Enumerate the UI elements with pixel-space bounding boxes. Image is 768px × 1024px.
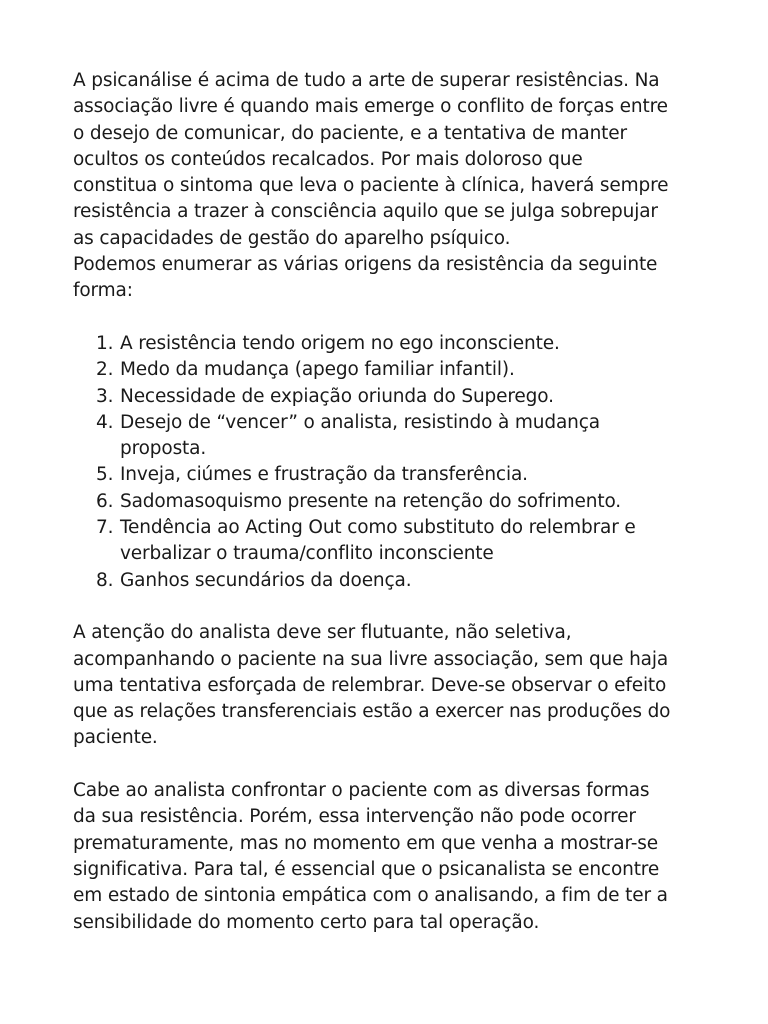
text-line: da sua resistência. Porém, essa intervenção não pode ocorrer xyxy=(73,806,636,828)
list-number: 7. xyxy=(96,517,114,539)
list-item-text: Desejo de “vencer” o analista, resistindo à mudança xyxy=(120,411,600,433)
text-line: as capacidades de gestão do aparelho psíquico. xyxy=(73,227,511,249)
text-line: ocultos os conteúdos recalcados. Por mais doloroso que xyxy=(73,148,583,170)
text-line: resistência a trazer à consciência aquilo que se julga sobrepujar xyxy=(73,201,658,223)
list-number: 5. xyxy=(96,464,114,486)
paragraph-analyst-confrontation xyxy=(73,778,703,936)
list-item xyxy=(96,384,703,410)
list-number: 4. xyxy=(96,411,114,433)
list-item-text: Ganhos secundários da doença. xyxy=(120,569,412,591)
list-item xyxy=(96,410,703,463)
text-line: forma: xyxy=(73,280,133,302)
text-line: paciente. xyxy=(73,727,158,749)
paragraph-intro xyxy=(73,68,703,252)
text-line: prematuramente, mas no momento em que venha a mostrar-se xyxy=(73,832,658,854)
text-line: A psicanálise é acima de tudo a arte de superar resistências. Na xyxy=(73,70,660,91)
blank-line xyxy=(73,305,703,331)
text-line: A atenção do analista deve ser flutuante, não seletiva, xyxy=(73,622,572,644)
list-number: 1. xyxy=(96,332,114,354)
list-item-text: Tendência ao Acting Out como substituto do relembrar e xyxy=(120,517,636,539)
text-line: sensibilidade do momento certo para tal operação. xyxy=(73,911,540,933)
list-item-text: Medo da mudança (apego familiar infantil). xyxy=(120,359,515,381)
list-item-text: Sadomasoquismo presente na retenção do sofrimento. xyxy=(120,490,622,512)
list-item-text: Necessidade de expiação oriunda do Superego. xyxy=(120,385,554,407)
list-number: 6. xyxy=(96,490,114,512)
text-line: uma tentativa esforçada de relembrar. Deve-se observar o efeito xyxy=(73,674,667,696)
blank-line xyxy=(73,594,703,620)
list-number: 2. xyxy=(96,359,114,381)
text-line: significativa. Para tal, é essencial que o psicanalista se encontre xyxy=(73,858,660,880)
text-line: acompanhando o paciente na sua livre associação, sem que haja xyxy=(73,648,669,670)
paragraph-analyst-attention xyxy=(73,620,703,751)
text-line: o desejo de comunicar, do paciente, e a tentativa de manter xyxy=(73,122,627,144)
text-line: que as relações transferenciais estão a exercer nas produções do xyxy=(73,701,671,723)
document-page xyxy=(73,68,703,936)
list-item-text: verbalizar o trauma/conflito inconsciente xyxy=(120,543,494,565)
list-item xyxy=(96,357,703,383)
resistance-origins-list xyxy=(73,331,703,594)
list-item-text: proposta. xyxy=(120,438,207,460)
text-line: constitua o sintoma que leva o paciente à clínica, haverá sempre xyxy=(73,175,669,197)
list-item-text: Inveja, ciúmes e frustração da transferência. xyxy=(120,464,528,486)
paragraph-enumeration-lead xyxy=(73,252,703,305)
text-line: associação livre é quando mais emerge o conflito de forças entre xyxy=(73,96,668,118)
list-number: 8. xyxy=(96,569,114,591)
list-number: 3. xyxy=(96,385,114,407)
list-item xyxy=(96,331,703,357)
list-item xyxy=(96,568,703,594)
list-item xyxy=(96,462,703,488)
text-line: Cabe ao analista confrontar o paciente com as diversas formas xyxy=(73,780,650,802)
list-item xyxy=(96,515,703,568)
blank-line xyxy=(73,752,703,778)
list-item xyxy=(96,489,703,515)
list-item-text: A resistência tendo origem no ego inconsciente. xyxy=(120,332,560,354)
text-line: em estado de sintonia empática com o analisando, a fim de ter a xyxy=(73,885,668,907)
text-line: Podemos enumerar as várias origens da resistência da seguinte xyxy=(73,254,658,276)
